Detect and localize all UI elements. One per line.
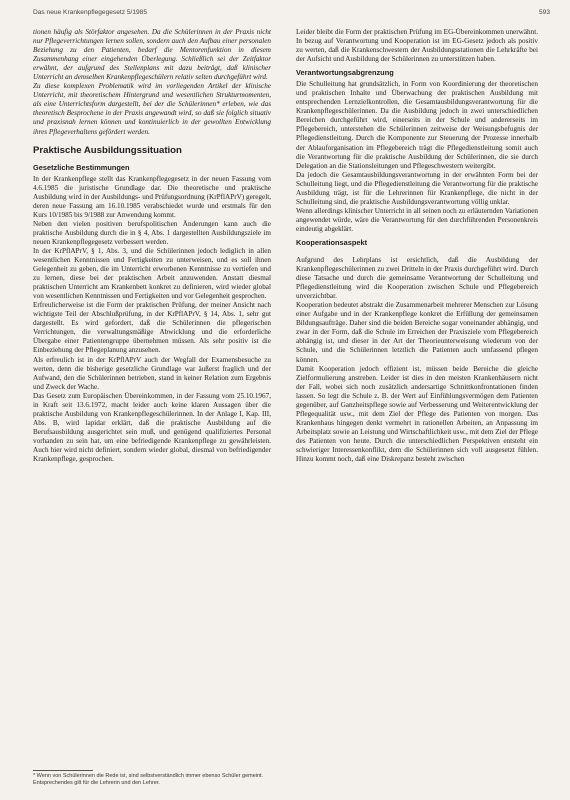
left-column	[33, 28, 271, 464]
subsection-heading: Verantwortungsabgrenzung	[296, 68, 394, 78]
body-paragraph: Die Schulleitung hat grundsätzlich, in Form von Koordinierung der theoretischen und praktischen Inhalte und Überwachung der praktischen Ausbildung mit entsprechenden Lernzielkontrollen, die Gesamtausbildungsverantwortung für die Krankenpflegeschülerinnen. Da die Ausbildung jedoch in zwei unterschiedlichen Bereichen durchgeführt wird, einerseits in der Schule und andererseits im Pflegebereich, unterstehen die Schülerinnen zeitweise der Weisungsbefugnis der Pflegedienstleitung. Durch die Komponente zur Steuerung der Prozesse innerhalb der Ablauforganisation im Pflegebereich trägt die Pflegedienstleitung somit auch die Verantwortung für die praktische Ausbildung der Schülerinnen, die sie durch Delegation an die Stationsleitungen und Pflegeschwestern weitergibt.	[296, 80, 538, 170]
subsection-heading: Kooperationsaspekt	[296, 237, 368, 247]
body-paragraph: Kooperation bedeutet abstrakt die Zusammenarbeit mehrerer Menschen zur Lösung einer Aufgabe und in der Krankenpflege konkret die Erfüllung der gemeinsamen Bildungsaufträge. Daher sind die beiden Bereiche sogar voneinander abhängig, und zwar in der Form, daß die Schule im Erreichen der Praxisziele vom Pflegebereich abhängig ist, und dieser in der Art der Theorieunterweisung wiederum von der Schule, und die Schülerinnen letztlich die Patienten auch umfassend pflegen können.	[296, 301, 538, 364]
body-paragraph: Aufgrund des Lehrplans ist ersichtlich, daß die Ausbildung der Krankenpflegeschülerinnen zu zwei Dritteln in der Praxis durchgeführt wird. Durch diese Tatsache und durch die gemeinsame Verantwortung der Schulleitung und Pflegedienstleitung wird die Kooperation zwischen Schule und Pflegebereich unverzichtbar.	[296, 255, 538, 301]
running-header-title: Das neue Krankenpflegegesetz 5/1985	[33, 9, 148, 16]
footnote-rule	[33, 770, 93, 771]
body-paragraph: Als erfreulich ist in der KrPflAPrV auch der Wegfall der Examensbesuche zu werten, denn die bisherige gesetzliche Grundlage war äußerst fraglich und der Aufwand, den die Schülerinnen betrieben, stand in keiner Relation zum Ergebnis und Zweck der Wache.	[33, 355, 271, 391]
body-paragraph: Das Gesetz zum Europäischen Übereinkommen, in der Fassung vom 25.10.1967, in Kraft seit 13.6.1972, macht leider auch keine klaren Aussagen über die praktische Ausbildung von Krankenpflegeschülerinnen. In der Anlage I, Kap. III, Abs. B, wird lapidar erklärt, daß die praktische Ausbildung auf die Berufsausbildung ausgerichtet sein muß, und genügend qualifiziertes Personal vorhanden zu sein hat, um eine befriedigende Krankenpflege zu gewährleisten. Auch hier wird nicht definiert, sondern wieder global, diesmal von befriedigender Krankenpflege, gesprochen.	[33, 391, 271, 464]
running-header	[33, 9, 550, 21]
body-paragraph: Damit Kooperation jedoch effizient ist, müssen beide Bereiche die gleiche Zielformulierung anstreben. Leider ist dies in den meisten Krankenhäusern nicht der Fall, wobei sich noch zusätzlich andersartige Schnittkonfrontationen finden lassen. So legt die Schule z. B. der Wert auf Einfühlungsvermögen dem Patienten gegenüber, auf Ganzheitspflege sowie auf Verbesserung und Weiterentwicklung der Pflegequalität usw., mit dem Ziel der Pflege des Patienten von morgen. Das Krankenhaus hingegen denkt vermehrt in rationellen Arbeiten, an Anpassung im Arbeitsplatz sowie an Leistung und Wirtschaftlichkeit usw., mit dem Ziel der Pflege des Patienten von heute. Durch die unterschiedlichen Perspektiven entsteht ein schwieriger Interessenkonflikt, dem die Schülerinnen sich voll ausgesetzt fühlen. Hinzu kommt noch, daß eine Diskrepanz besteht zwischen	[296, 364, 538, 464]
footnote	[33, 770, 271, 787]
page-number: 593	[538, 9, 550, 16]
body-paragraph: In der Krankenpflege stellt das Krankenpflegegesetz in der neuen Fassung vom 4.6.1985 die juristische Grundlage dar. Die theoretische und praktische Ausbildung wird in der Ausbildungs- und Prüfungsordnung (KrPflAPrV) geregelt, deren neue Fassung am 16.10.1985 verabschiedet wurde und erstmals für den Kurs 10/1985 bis 9/1988 zur Anwendung kommt.	[33, 174, 271, 219]
subsection-heading: Gesetzliche Bestimmungen	[33, 162, 130, 172]
body-paragraph: Wenn allerdings klinischer Unterricht in all seinen noch zu erläuternden Variationen angewendet würde, wäre die Verantwortung für den durchführenden Personenkreis eindeutig abgeklärt.	[296, 206, 538, 233]
body-paragraph: Da jedoch die Gesamtausbildungsverantwortung in der erwähnten Form bei der Schulleitung liegt, und die Pflegedienstleitung die Verantwortung für die praktische Ausbildung trägt, ist für die Lehrerinnen für Krankenpflege, die nicht in der Schulleitung sind, die praktische Ausbildungsverantwortung völlig unklar.	[296, 170, 538, 206]
body-paragraph: Neben den vielen positiven berufspolitischen Änderungen kann auch die praktische Ausbildung durch die in § 4, Abs. 1 dargestellten Ausbildungsziele im neuen Krankenpflegegesetz verbessert werden.	[33, 219, 271, 246]
section-heading: Praktische Ausbildungssituation	[33, 144, 182, 156]
intro-paragraph: tionen häufig als Störfaktor angesehen. Da die Schülerinnen in der Praxis nicht nur Pflegeverrichtungen lernen sollen, sondern auch den Aufbau einer personalen Beziehung zu den Patienten, bedarf die Mentorenfunktion in diesem Zusammenhang einer eingehenden Überlegung. Schließlich sei der Zeitfaktor erwähnt, der aufgrund des Stellenplans mit dazu beiträgt, daß klinischer Unterricht an demselben Krankenpflegeschülern relativ selten durchgeführt wird.	[33, 28, 271, 82]
body-paragraph: Erfreulicherweise ist die Form der praktischen Prüfung, der meiner Ansicht nach wichtigste Teil der Abschlußprüfung, in der KrPflAPrV, § 14, Abs. 1, sehr gut dargestellt. Es wird gefordert, daß die Schülerinnen die pflegerischen Verrichtungen, die verwaltungsmäßige Abwicklung und die erforderliche Übergabe einer Patientengruppe übernehmen müssen. Als sehr positiv ist die Einbeziehung der Pflegeplanung anzusehen.	[33, 301, 271, 355]
body-paragraph: Leider bleibt die Form der praktischen Prüfung im EG-Übereinkommen unerwähnt. In bezug auf Verantwortung und Kooperation ist im EG-Gesetz jedoch als positiv zu werten, daß die Krankenschwestern der Ausbildungsstationen die Lehrkräfte bei der Aufsicht und Ausbildung der Schülerinnen zu unterstützen haben.	[296, 28, 538, 64]
intro-paragraph: Zu diese komplexen Problematik wird im vorliegenden Artikel der klinische Unterricht, mit theoretischem Hintergrund und wesentlichen Strukturmomenten, als eine Unterrichtsform dargestellt, bei der die Schülerinnen* erleben, wie das theoretisch Besprochene in der Praxis angewandt wird, so daß sie folglich situativ und praxisnah lernen können und kontinuierlich in der gewollten Entwicklung ihres Pflegeverhaltens gefördert werden.	[33, 82, 271, 136]
body-paragraph: In der KrPflAPrV, § 1, Abs. 3, und die Schülerinnen jedoch lediglich in allen wesentlichen Kenntnissen und Fertigkeiten zu unterweisen, und es soll ihnen Gelegenheit zu geben, die im Unterricht erworbenen Kenntnisse zu vertiefen und zu lernen, diese bei der praktischen Arbeit anzuwenden. Anstatt diesmal praktischen Unterricht am Krankenbett konkret zu definieren, wird wieder global von wesentlichen Kenntnissen und Fertigkeiten und vor Gelegenheit gesprochen.	[33, 246, 271, 301]
footnote-text: * Wenn von Schülerinnen die Rede ist, sind selbstverständlich immer ebenso Schüler gemeint. Entsprechendes gilt für die Lehrerin und den Lehrer.	[33, 773, 264, 786]
right-column	[296, 28, 538, 464]
